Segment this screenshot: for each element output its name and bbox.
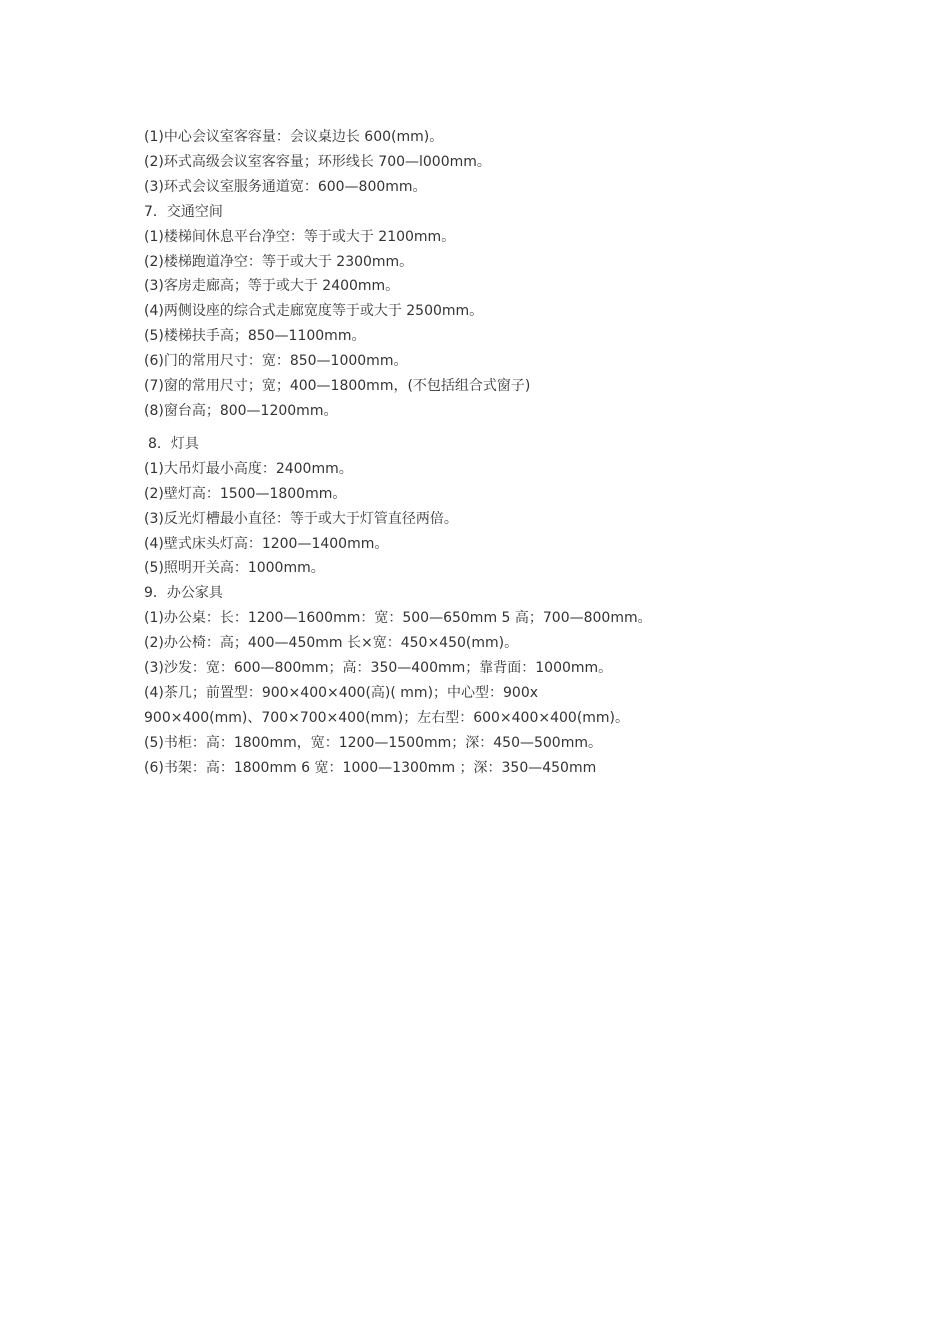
section-heading-lighting: 8．灯具 (148, 435, 199, 452)
text-line: (7)窗的常用尺寸；宽；400—1800mm，(不包括组合式窗子) (144, 378, 531, 395)
text-line: (1)大吊灯最小高度：2400mm。 (144, 460, 353, 477)
text-line: (4)两侧设座的综合式走廊宽度等于或大于 2500mm。 (144, 303, 484, 320)
text-line: (8)窗台高；800—1200mm。 (144, 402, 338, 419)
text-line: (4)茶几；前置型：900×400×400(高)( mm)；中心型：900x (144, 684, 539, 701)
text-line: (3)沙发：宽：600—800mm；高：350—400mm；靠背面：1000mm。 (144, 660, 613, 677)
text-line: (2)楼梯跑道净空：等于或大于 2300mm。 (144, 253, 414, 270)
text-line: (3)客房走廊高；等于或大于 2400mm。 (144, 278, 400, 295)
text-line: (1)办公桌：长：1200—1600mm：宽：500—650mm 5 高；700—800mm。 (144, 610, 652, 627)
text-line: (4)壁式床头灯高：1200—1400mm。 (144, 535, 389, 552)
text-line: (5)楼梯扶手高；850—1100mm。 (144, 328, 366, 345)
text-line: (1)中心会议室客容量：会议桌边长 600(mm)。 (144, 129, 444, 145)
document-body (144, 125, 864, 781)
text-line: (5)照明开关高：1000mm。 (144, 560, 325, 577)
text-line: (1)楼梯间休息平台净空：等于或大于 2100mm。 (144, 228, 456, 245)
text-line: (2)壁灯高：1500—1800mm。 (144, 485, 347, 502)
text-line: 900×400(mm)、700×700×400(mm)；左右型：600×400×400(mm)。 (144, 709, 630, 726)
text-line: (2)环式高级会议室客容量；环形线长 700—l000mm。 (144, 153, 491, 170)
text-line: (3)环式会议室服务通道宽：600—800mm。 (144, 178, 427, 195)
text-line: (6)门的常用尺寸：宽：850—1000mm。 (144, 353, 408, 370)
text-line: (2)办公椅：高；400—450mm 长×宽：450×450(mm)。 (144, 635, 519, 652)
text-line: (3)反光灯槽最小直径：等于或大于灯管直径两倍。 (144, 510, 458, 527)
section-heading-office-furniture: 9．办公家具 (144, 585, 223, 602)
section-heading-traffic-space: 7．交通空间 (144, 203, 223, 220)
text-line: (6)书架：高：1800mm 6 宽：1000—1300mm ；深：350—450mm (144, 759, 597, 776)
text-line: (5)书柜：高：1800mm，宽：1200—1500mm；深：450—500mm。 (144, 734, 602, 751)
